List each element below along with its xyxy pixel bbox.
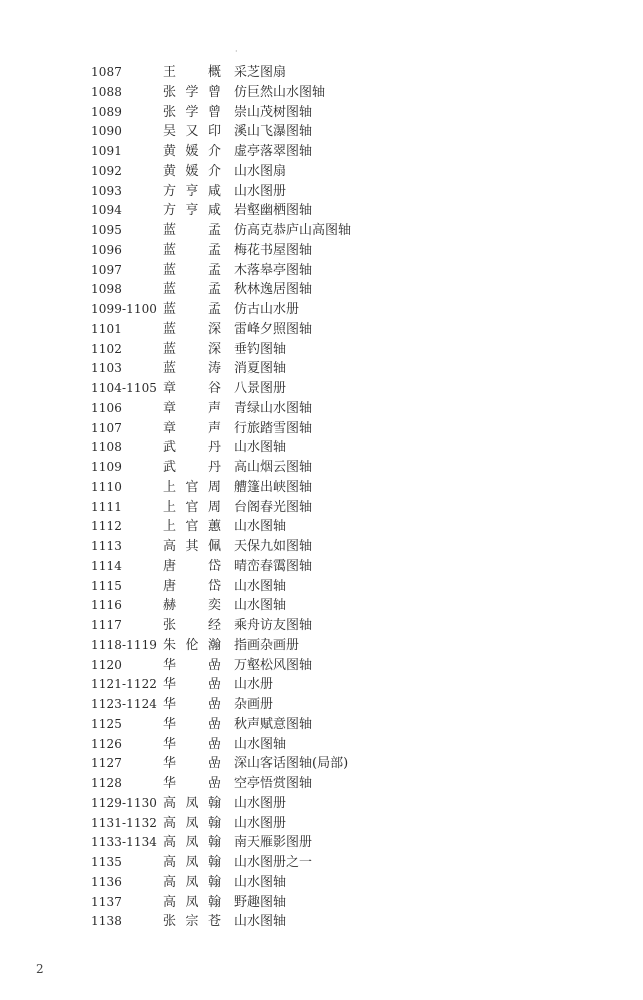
artist-name: 华 嵒 xyxy=(163,716,221,732)
artwork-title: 指画杂画册 xyxy=(234,637,300,653)
plate-number: 1114 xyxy=(91,558,122,573)
list-item xyxy=(91,656,571,676)
artist-name: 高凤翰 xyxy=(163,874,221,890)
list-item xyxy=(91,320,571,340)
artist-name: 章 谷 xyxy=(163,381,221,396)
list-item xyxy=(91,577,571,597)
artist-name: 高凤翰 xyxy=(163,835,221,851)
artwork-title: 仿高克恭庐山高图轴 xyxy=(234,223,352,238)
list-item xyxy=(91,912,571,932)
artist-name: 武 丹 xyxy=(163,460,221,475)
artwork-title: 高山烟云图轴 xyxy=(234,460,313,475)
artwork-title: 仿古山水册 xyxy=(234,302,300,317)
artwork-title: 仿巨然山水图轴 xyxy=(234,84,326,100)
artist-name: 唐 岱 xyxy=(163,578,221,594)
artwork-title: 行旅踏雪图轴 xyxy=(234,420,313,436)
artist-name: 华 嵒 xyxy=(163,736,221,752)
list-item xyxy=(91,221,571,241)
plate-number: 1116 xyxy=(91,598,122,613)
artist-name: 华 嵒 xyxy=(163,756,221,772)
artwork-title: 艚篷出峡图轴 xyxy=(234,479,313,495)
list-item xyxy=(91,675,571,695)
plate-number: 1102 xyxy=(91,341,122,356)
plate-number: 1136 xyxy=(91,874,122,889)
plate-number: 1093 xyxy=(91,183,122,198)
artist-name: 蓝 孟 xyxy=(163,242,221,258)
artwork-title: 木落皋亭图轴 xyxy=(234,262,313,278)
artwork-title: 山水图轴 xyxy=(234,519,287,535)
plate-number: 1115 xyxy=(91,578,122,593)
list-item xyxy=(91,695,571,715)
plate-number: 1096 xyxy=(91,242,122,257)
list-item xyxy=(91,379,571,399)
artist-name: 章 声 xyxy=(163,400,221,416)
plate-number: 1090 xyxy=(91,124,122,139)
artwork-title: 万壑松风图轴 xyxy=(234,657,313,673)
plate-number: 1104-1105 xyxy=(91,381,158,395)
artwork-title: 山水图轴 xyxy=(234,440,287,456)
artist-name: 武 丹 xyxy=(163,440,221,456)
artist-name: 蓝 孟 xyxy=(163,262,221,278)
list-item xyxy=(91,300,571,320)
plate-number: 1126 xyxy=(91,736,122,751)
artwork-title: 岩壑幽栖图轴 xyxy=(234,203,313,219)
artist-name: 蓝 孟 xyxy=(163,302,221,317)
artist-name: 上官周 xyxy=(163,499,221,515)
list-item xyxy=(91,103,571,123)
plate-number: 1129-1130 xyxy=(91,795,158,810)
list-item xyxy=(91,735,571,755)
plate-list xyxy=(91,63,571,932)
plate-number: 1111 xyxy=(91,499,122,514)
list-item xyxy=(91,182,571,202)
artwork-title: 山水图册之一 xyxy=(234,855,313,870)
artwork-title: 山水图扇 xyxy=(234,163,287,179)
artwork-title: 山水图轴 xyxy=(234,598,287,614)
plate-number: 1109 xyxy=(91,460,122,474)
artwork-title: 崇山茂树图轴 xyxy=(234,104,313,120)
artist-name: 华 嵒 xyxy=(163,776,221,791)
plate-number: 1127 xyxy=(91,756,122,771)
list-item xyxy=(91,893,571,913)
artist-name: 张学曾 xyxy=(163,84,221,100)
list-item xyxy=(91,517,571,537)
plate-number: 1087 xyxy=(91,65,122,79)
artist-name: 吴又印 xyxy=(163,124,221,140)
artist-name: 高凤翰 xyxy=(163,894,221,910)
list-item xyxy=(91,853,571,873)
artist-name: 赫 奕 xyxy=(163,598,221,614)
list-item xyxy=(91,478,571,498)
artwork-title: 八景图册 xyxy=(234,381,287,396)
artist-name: 蓝 孟 xyxy=(163,282,221,298)
artist-name: 黄媛介 xyxy=(163,163,221,179)
list-item xyxy=(91,616,571,636)
top-marker: · xyxy=(235,47,238,56)
artwork-title: 杂画册 xyxy=(234,697,274,712)
plate-number: 1112 xyxy=(91,519,122,534)
plate-number: 1123-1124 xyxy=(91,697,158,711)
artist-name: 高凤翰 xyxy=(163,795,221,811)
plate-number: 1107 xyxy=(91,420,122,435)
artwork-title: 山水图轴 xyxy=(234,914,287,930)
plate-number: 1117 xyxy=(91,618,122,632)
artist-name: 蓝 深 xyxy=(163,321,221,337)
artist-name: 蓝 深 xyxy=(163,341,221,357)
plate-number: 1133-1134 xyxy=(91,835,158,850)
plate-number: 1120 xyxy=(91,657,122,672)
list-item xyxy=(91,359,571,379)
plate-number: 1098 xyxy=(91,282,122,297)
artwork-title: 青绿山水图轴 xyxy=(234,400,313,416)
plate-number: 1131-1132 xyxy=(91,815,158,830)
artist-name: 华 嵒 xyxy=(163,657,221,673)
plate-number: 1137 xyxy=(91,894,122,909)
plate-number: 1135 xyxy=(91,855,122,869)
list-item xyxy=(91,438,571,458)
artwork-title: 晴峦春霭图轴 xyxy=(234,558,313,574)
artwork-title: 采芝图扇 xyxy=(234,65,287,80)
list-item xyxy=(91,340,571,360)
artwork-title: 秋声赋意图轴 xyxy=(234,716,313,732)
artist-name: 上官蕙 xyxy=(163,519,221,535)
artist-name: 高其佩 xyxy=(163,539,221,554)
artwork-title: 深山客话图轴(局部) xyxy=(234,756,349,772)
list-item xyxy=(91,794,571,814)
artwork-title: 雷峰夕照图轴 xyxy=(234,321,313,337)
plate-number: 1108 xyxy=(91,440,122,455)
list-item xyxy=(91,419,571,439)
artwork-title: 溪山飞瀑图轴 xyxy=(234,124,313,140)
plate-number: 1138 xyxy=(91,914,122,929)
plate-number: 1088 xyxy=(91,84,122,99)
artwork-title: 垂钓图轴 xyxy=(234,341,287,357)
plate-number: 1110 xyxy=(91,479,122,494)
artist-name: 王 概 xyxy=(163,65,221,80)
artist-name: 方亨咸 xyxy=(163,183,221,199)
list-item xyxy=(91,557,571,577)
artist-name: 蓝 涛 xyxy=(163,361,221,377)
artwork-title: 乘舟访友图轴 xyxy=(234,618,313,633)
plate-number: 1092 xyxy=(91,163,122,178)
artwork-title: 野趣图轴 xyxy=(234,894,287,910)
list-item xyxy=(91,833,571,853)
list-item xyxy=(91,280,571,300)
plate-number: 1091 xyxy=(91,144,122,158)
plate-number: 1121-1122 xyxy=(91,677,158,692)
artwork-title: 台阁春光图轴 xyxy=(234,499,313,515)
plate-number: 1118-1119 xyxy=(91,637,158,652)
list-item xyxy=(91,636,571,656)
artist-name: 华 嵒 xyxy=(163,677,221,693)
artwork-title: 山水图轴 xyxy=(234,736,287,752)
plate-number: 1101 xyxy=(91,321,122,336)
list-item xyxy=(91,83,571,103)
artwork-title: 山水册 xyxy=(234,677,274,693)
artist-name: 高凤翰 xyxy=(163,855,221,870)
list-item xyxy=(91,241,571,261)
plate-number: 1095 xyxy=(91,223,122,237)
list-item xyxy=(91,261,571,281)
list-item xyxy=(91,498,571,518)
list-item xyxy=(91,754,571,774)
list-item xyxy=(91,142,571,162)
plate-number: 1125 xyxy=(91,716,122,731)
artist-name: 张 经 xyxy=(163,618,221,633)
list-item xyxy=(91,537,571,557)
plate-number: 1097 xyxy=(91,262,122,277)
artist-name: 黄媛介 xyxy=(163,144,221,159)
list-item xyxy=(91,63,571,83)
artwork-title: 空亭悟赏图轴 xyxy=(234,776,313,791)
list-item xyxy=(91,774,571,794)
artwork-title: 山水图轴 xyxy=(234,874,287,890)
artwork-title: 秋林逸居图轴 xyxy=(234,282,313,298)
list-item xyxy=(91,201,571,221)
list-item xyxy=(91,873,571,893)
artist-name: 高凤翰 xyxy=(163,815,221,831)
artwork-title: 山水图册 xyxy=(234,795,287,811)
list-item xyxy=(91,458,571,478)
artist-name: 上官周 xyxy=(163,479,221,495)
plate-number: 1099-1100 xyxy=(91,302,158,316)
list-item xyxy=(91,715,571,735)
list-item xyxy=(91,162,571,182)
artist-name: 华 嵒 xyxy=(163,697,221,712)
artist-name: 唐 岱 xyxy=(163,558,221,574)
artist-name: 方亨咸 xyxy=(163,203,221,219)
artist-name: 张宗苍 xyxy=(163,914,221,930)
page-number: 2 xyxy=(36,962,44,976)
artwork-title: 山水图册 xyxy=(234,815,287,831)
list-item xyxy=(91,399,571,419)
plate-number: 1094 xyxy=(91,203,122,218)
artist-name: 章 声 xyxy=(163,420,221,436)
list-item xyxy=(91,596,571,616)
artwork-title: 山水图册 xyxy=(234,183,287,199)
plate-number: 1113 xyxy=(91,539,122,553)
artist-name: 张学曾 xyxy=(163,104,221,120)
artwork-title: 虚亭落翠图轴 xyxy=(234,144,313,159)
artwork-title: 天保九如图轴 xyxy=(234,539,313,554)
plate-number: 1106 xyxy=(91,400,122,415)
artwork-title: 山水图轴 xyxy=(234,578,287,594)
list-item xyxy=(91,122,571,142)
plate-number: 1128 xyxy=(91,776,122,790)
artist-name: 蓝 孟 xyxy=(163,223,221,238)
artwork-title: 梅花书屋图轴 xyxy=(234,242,313,258)
artwork-title: 南天雁影图册 xyxy=(234,835,313,851)
list-item xyxy=(91,814,571,834)
artwork-title: 消夏图轴 xyxy=(234,361,287,377)
artist-name: 朱伦瀚 xyxy=(163,637,221,653)
plate-number: 1089 xyxy=(91,104,122,119)
plate-number: 1103 xyxy=(91,361,122,376)
